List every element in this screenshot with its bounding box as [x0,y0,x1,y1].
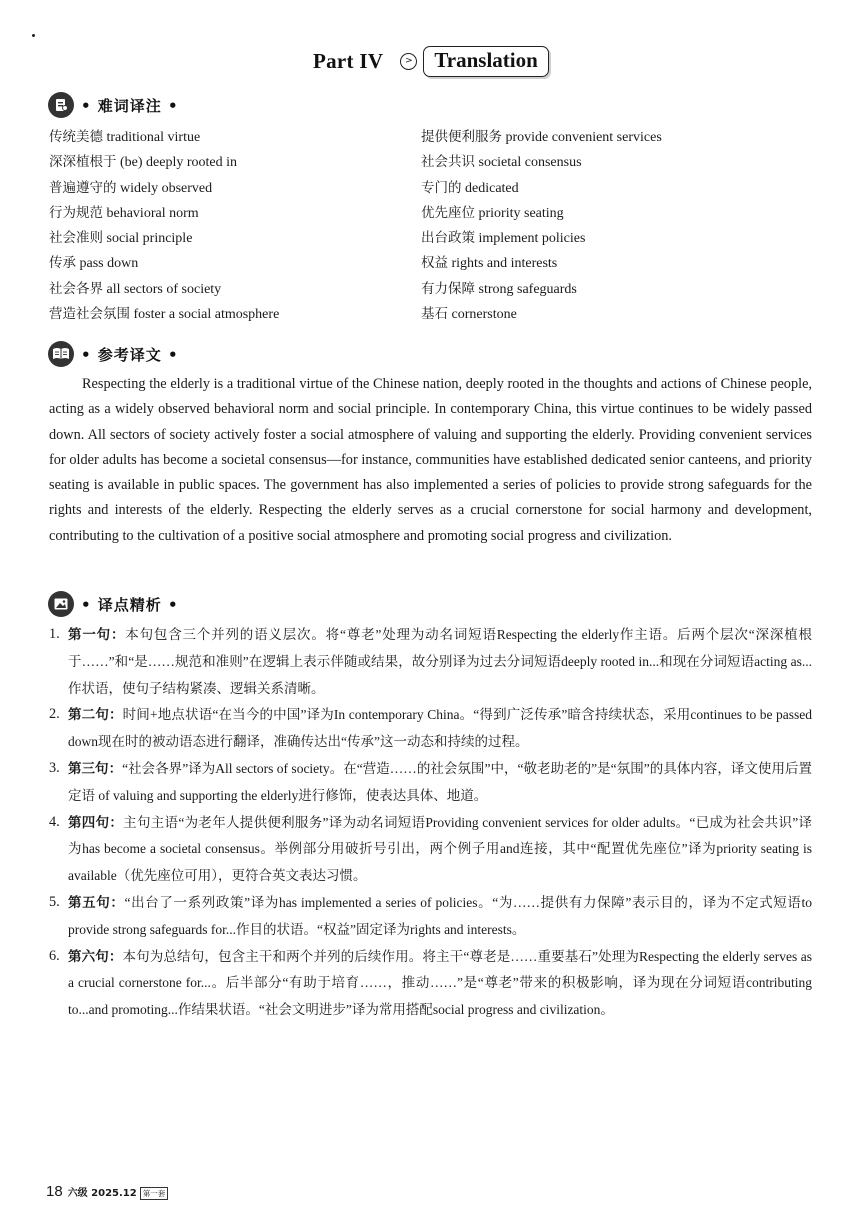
analysis-item-number: 3. [49,759,60,776]
analysis-item-number: 4. [49,813,60,830]
reference-section-title: • 参考译文 • [81,345,179,364]
vocab-chinese: 优先座位 [421,204,475,221]
analysis-item-text [68,702,812,756]
analysis-item-body: “出台了一系列政策”译为has implemented a series of policies。“为……提供有力保障”表示目的，译为不定式短语to provide strong safeguards for...作目的状语。“权益”固定译为rights and interests。 [68,894,812,937]
vocab-english: behavioral norm [106,205,199,221]
part-header [313,46,549,77]
vocab-chinese: 普遍遵守的 [49,179,117,196]
vocab-chinese: 出台政策 [421,230,475,247]
page-footer [46,1183,168,1200]
analysis-item-number: 6. [49,947,60,964]
analysis-item-title: 第六句： [68,948,123,965]
picture-frame-icon [48,591,74,617]
vocab-english: (be) deeply rooted in [120,155,238,171]
analysis-section-title: • 译点精析 • [81,595,179,614]
vocab-item [421,226,662,251]
analysis-item-number: 5. [49,893,60,910]
vocab-chinese: 提供便利服务 [421,129,502,145]
vocab-english: priority seating [478,205,564,221]
vocab-item [421,201,662,226]
vocab-chinese: 专门的 [421,179,462,196]
reference-paragraph: Respecting the elderly is a traditional virtue of the Chinese nation, deeply rooted in the thoughts and actions of Chinese people, acting as a widely observed behavioral norm and social principle. In contemporary China, this virtue continues to be widely passed down. All sectors of society actively foster a social atmosphere of valuing and supporting the elderly. Providing convenient services for older adults has become a societal consensus—for instance, communities have established dedicated senior canteens, and priority seating is available in public spaces. The government has also implemented a series of policies to provide strong safeguards for the rights and interests of the elderly. Respecting the elderly serves as a crucial cornerstone for social harmony and development, contributing to the cultivation of a positive social atmosphere and promoting social progress and civilization. [49,376,812,544]
vocab-english: social principle [106,231,193,247]
analysis-item-body: 时间+地点状语“在当今的中国”译为In contemporary China。“得到广泛传承”暗含持续状态，采用continues to be passed down现在时的被动语态进行翻译，准确传达出“传承”这一动态和持续的过程。 [68,707,813,750]
vocab-item [49,125,279,150]
vocab-item [49,226,279,251]
vocab-chinese: 营造社会氛围 [49,306,130,323]
vocab-item [421,302,662,327]
analysis-item-title: 第三句： [68,760,123,777]
vocab-chinese: 权益 [421,255,448,272]
vocab-chinese: 有力保障 [421,280,475,297]
analysis-item-title: 第二句： [68,707,123,724]
analysis-item-number: 2. [49,706,60,723]
vocab-english: strong safeguards [478,281,577,297]
analysis-item-body: 本句为总结句，包含主干和两个并列的后续作用。将主干“尊老是……重要基石”处理为Respecting the elderly serves as a crucial cornerstone for...。后半部分“有助于培育……，推动……”是“尊老”带来的积极影响，译为现在分词短语contributing to...and promoting...作结果状语。“社会文明进步”译为常用搭配social progress and civilization。 [68,948,812,1018]
vocab-english: pass down [79,256,139,272]
vocab-chinese: 基石 [421,306,448,323]
circle-arrow-icon: > [400,53,417,70]
vocab-item [421,251,662,276]
vocab-chinese: 传承 [49,255,76,272]
volume-badge: 第一套 [140,1187,169,1200]
analysis-item [49,622,812,702]
vocab-item [49,176,279,201]
analysis-section-header [48,591,179,617]
vocab-chinese: 深深植根于 [49,154,117,171]
vocab-chinese: 社会各界 [49,280,103,297]
analysis-item-title: 第一句： [68,627,126,643]
vocab-item [49,302,279,327]
vocab-chinese: 社会共识 [421,154,475,171]
vocab-item [421,176,662,201]
vocab-english: all sectors of society [106,281,222,297]
vocab-chinese: 行为规范 [49,204,103,221]
analysis-item-text [68,622,812,702]
vocab-english: cornerstone [451,307,517,323]
analysis-item-text [68,890,812,944]
vocab-item [49,277,279,302]
vocab-item [49,201,279,226]
vocab-english: foster a social atmosphere [133,307,280,323]
vocab-item [421,150,662,175]
issue-label: 六级 2025.12 [67,1188,137,1199]
vocab-chinese: 传统美德 [49,129,103,145]
analysis-item [49,702,812,756]
analysis-item [49,756,812,810]
analysis-item-body: “社会各界”译为All sectors of society。在“营造……的社会氛围”中，“敬老助老的”是“氛围”的具体内容，译文使用后置定语 of valuing and supporting the elderly进行修饰，使表达具体、地道。 [68,760,812,803]
vocab-english: dedicated [465,180,519,196]
vocab-section-title: • 难词译注 • [81,96,179,115]
vocab-english: societal consensus [478,155,582,171]
open-book-icon [48,341,74,367]
section-title: Translation [423,46,548,77]
analysis-list [49,622,812,1024]
analysis-item [49,890,812,944]
vocab-list-left [49,125,279,327]
page-number: 18 [46,1183,63,1200]
reference-section-header [48,341,179,367]
analysis-item-text [68,810,812,890]
analysis-item-number: 1. [49,626,60,642]
analysis-item-body: 本句包含三个并列的语义层次。将“尊老”处理为动名词短语Respecting the elderly作主语。后两个层次“深深植根于……”和“是……规范和准则”在逻辑上表示伴随或结果，故分别译为过去分词短语deeply rooted in...和现在分词短语acting as...作状语，使句子结构紧凑、逻辑关系清晰。 [68,627,813,696]
vocab-english: provide convenient services [505,130,662,145]
dictionary-icon [48,92,74,118]
analysis-item [49,810,812,890]
vocab-item [421,277,662,302]
vocab-english: traditional virtue [106,130,201,145]
vocab-english: widely observed [120,180,213,196]
analysis-item-title: 第四句： [68,814,124,831]
vocab-item [49,150,279,175]
vocab-english: rights and interests [451,256,558,272]
vocab-list-right [421,125,662,327]
vocab-chinese: 社会准则 [49,230,103,247]
corner-mark [32,34,35,37]
vocab-item [421,125,662,150]
analysis-item-body: 主句主语“为老年人提供便利服务”译为动名词短语Providing convenient services for older adults。“已成为社会共识”译为has become a societal consensus。举例部分用破折号引出，两个例子用and连接，其中“配置优先座位”译为priority seating is available（优先座位可用），更符合英文表达习惯。 [68,814,813,884]
analysis-item [49,944,812,1024]
analysis-item-text [68,944,812,1024]
part-label: Part IV [313,49,384,73]
vocab-english: implement policies [478,231,586,247]
analysis-item-title: 第五句： [68,894,125,911]
vocab-section-header [48,92,179,118]
vocab-item [49,251,279,276]
analysis-item-text [68,756,812,810]
